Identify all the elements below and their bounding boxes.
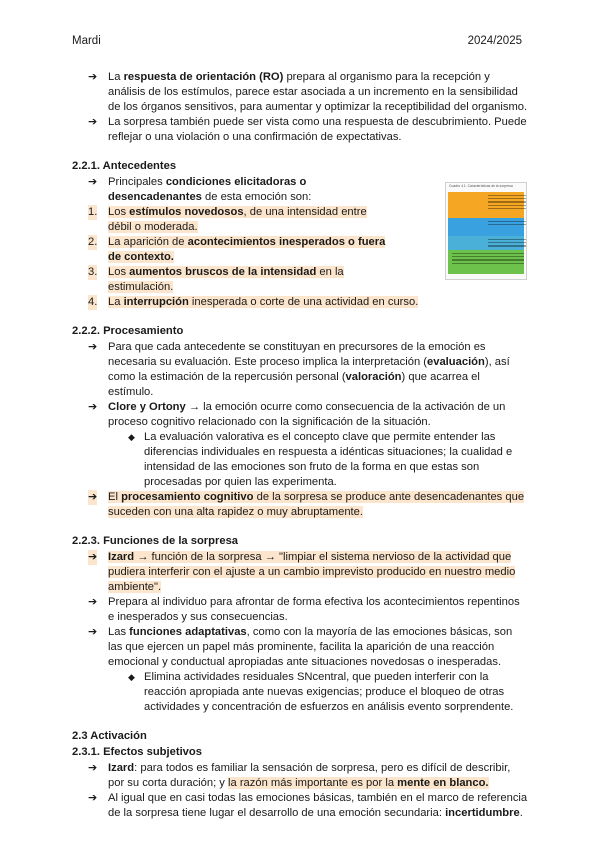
procesamiento-bullet-1: ➔ Para que cada antecedente se constituyan en precursores de la emoción es necesaria su evaluación. Este proceso implica la interpretación (evaluación), así como la estimación de la repercusión personal (valoración) que acarrea el estímulo.	[88, 341, 510, 398]
arrow-right-icon: ➔	[88, 176, 98, 188]
section-heading-antecedentes: 2.2.1. Antecedentes	[72, 160, 177, 172]
activacion-bullet-1: ➔ Izard: para todos es familiar la sensación de sorpresa, pero es difícil de describir, por su corta duración; y la razón más importante es por la mente en blanco.	[88, 762, 511, 789]
antecedente-item-4: 4. La interrupción inesperada o corte de una actividad en curso.	[88, 296, 419, 308]
section-heading-efectos: 2.3.1. Efectos subjetivos	[72, 746, 202, 758]
funciones-bullet-1: ➔ Izard → función de la sorpresa → "limpiar el sistema nervioso de la actividad que pudiera interferir con el ajuste a un cambio imprevisto producido en nuestro medio ambiente".	[88, 551, 516, 593]
antecedente-item-3: 3. Los aumentos bruscos de la intensidad en la estimulación.	[88, 266, 344, 293]
arrow-right-icon: ➔	[88, 116, 98, 128]
procesamiento-subbullet: ◆ La evaluación valorativa es el concepto clave que permite entender las diferencias individuales en respuesta a idénticas situaciones; la cualidad e intensidad de las emociones son fruto de la forma en que estas son procesadas por quien las experimenta.	[128, 431, 513, 488]
arrow-right-icon: ➔	[88, 626, 98, 638]
arrow-right-icon: ➔	[88, 762, 98, 774]
intro-bullet-1: ➔ La respuesta de orientación (RO) prepara al organismo para la recepción y análisis de los estímulos, parece estar asociada a un incremento en la sensibilidad de los órganos sensitivos, para aumentar y optimizar la receptibilidad del organismo.	[88, 71, 528, 113]
arrow-right-icon: ➔	[88, 792, 98, 804]
antecedente-item-2: 2. La aparición de acontecimientos inesperados o fuera de contexto.	[88, 236, 386, 263]
arrow-right-icon: ➔	[88, 491, 98, 503]
intro-bullet-2: ➔ La sorpresa también puede ser vista como una respuesta de descubrimiento. Puede reflejar o una violación o una confirmación de expectativas.	[88, 116, 527, 143]
document-body	[72, 70, 528, 821]
funciones-bullet-2: ➔ Prepara al individuo para afrontar de forma efectiva los acontecimientos repentinos e inesperados y sus consecuencias.	[88, 596, 520, 623]
funciones-bullet-3: ➔ Las funciones adaptativas, como con la mayoría de las emociones básicas, son las que ejercen un papel más prominente, facilita la aparición de una reacción emocional y conductual apropiadas ante situaciones novedosas o inesperadas.	[88, 626, 513, 668]
arrow-right-icon: ➔	[88, 401, 98, 413]
section-heading-funciones: 2.2.3. Funciones de la sorpresa	[72, 535, 239, 547]
section-heading-activacion: 2.3 Activación	[72, 730, 147, 742]
arrow-right-icon: ➔	[88, 551, 98, 563]
procesamiento-bullet-2: ➔ Clore y Ortony → la emoción ocurre como consecuencia de la activación de un proceso cognitivo relacionado con la significación de la situación.	[88, 401, 506, 428]
header-left: Mardi	[72, 35, 101, 47]
activacion-bullet-2: ➔ Al igual que en casi todas las emociones básicas, también en el marco de referencia de la sorpresa tiene lugar el desarrollo de una emoción secundaria: incertidumbre.	[88, 792, 528, 819]
funciones-subbullet: ◆ Elimina actividades residuales SNcentral, que pueden interferir con la reacción apropiada ante nuevas exigencias; produce el bloqueo de otras actividades y concentración de esfuerzos en análisis evento sorprendente.	[128, 671, 514, 713]
arrow-right-icon: ➔	[88, 596, 98, 608]
antecedentes-lead: ➔ Principales condiciones elicitadoras o desencadenantes de esta emoción son:	[88, 176, 312, 203]
section-heading-procesamiento: 2.2.2. Procesamiento	[72, 325, 184, 337]
diamond-icon: ◆	[128, 432, 135, 442]
procesamiento-bullet-3: ➔ El procesamiento cognitivo de la sorpresa se produce ante desencadenantes que suceden con una alta rapidez o muy abruptamente.	[88, 491, 525, 518]
diamond-icon: ◆	[128, 672, 135, 682]
arrow-right-icon: ➔	[88, 71, 98, 83]
antecedente-item-1: 1. Los estímulos novedosos, de una intensidad entre débil o moderada.	[88, 206, 367, 233]
page-header	[72, 34, 522, 50]
figure-caption: Cuadro 4.1. Características de la sorpresa	[449, 184, 513, 188]
header-right: 2024/2025	[467, 35, 522, 47]
arrow-right-icon: ➔	[88, 341, 98, 353]
